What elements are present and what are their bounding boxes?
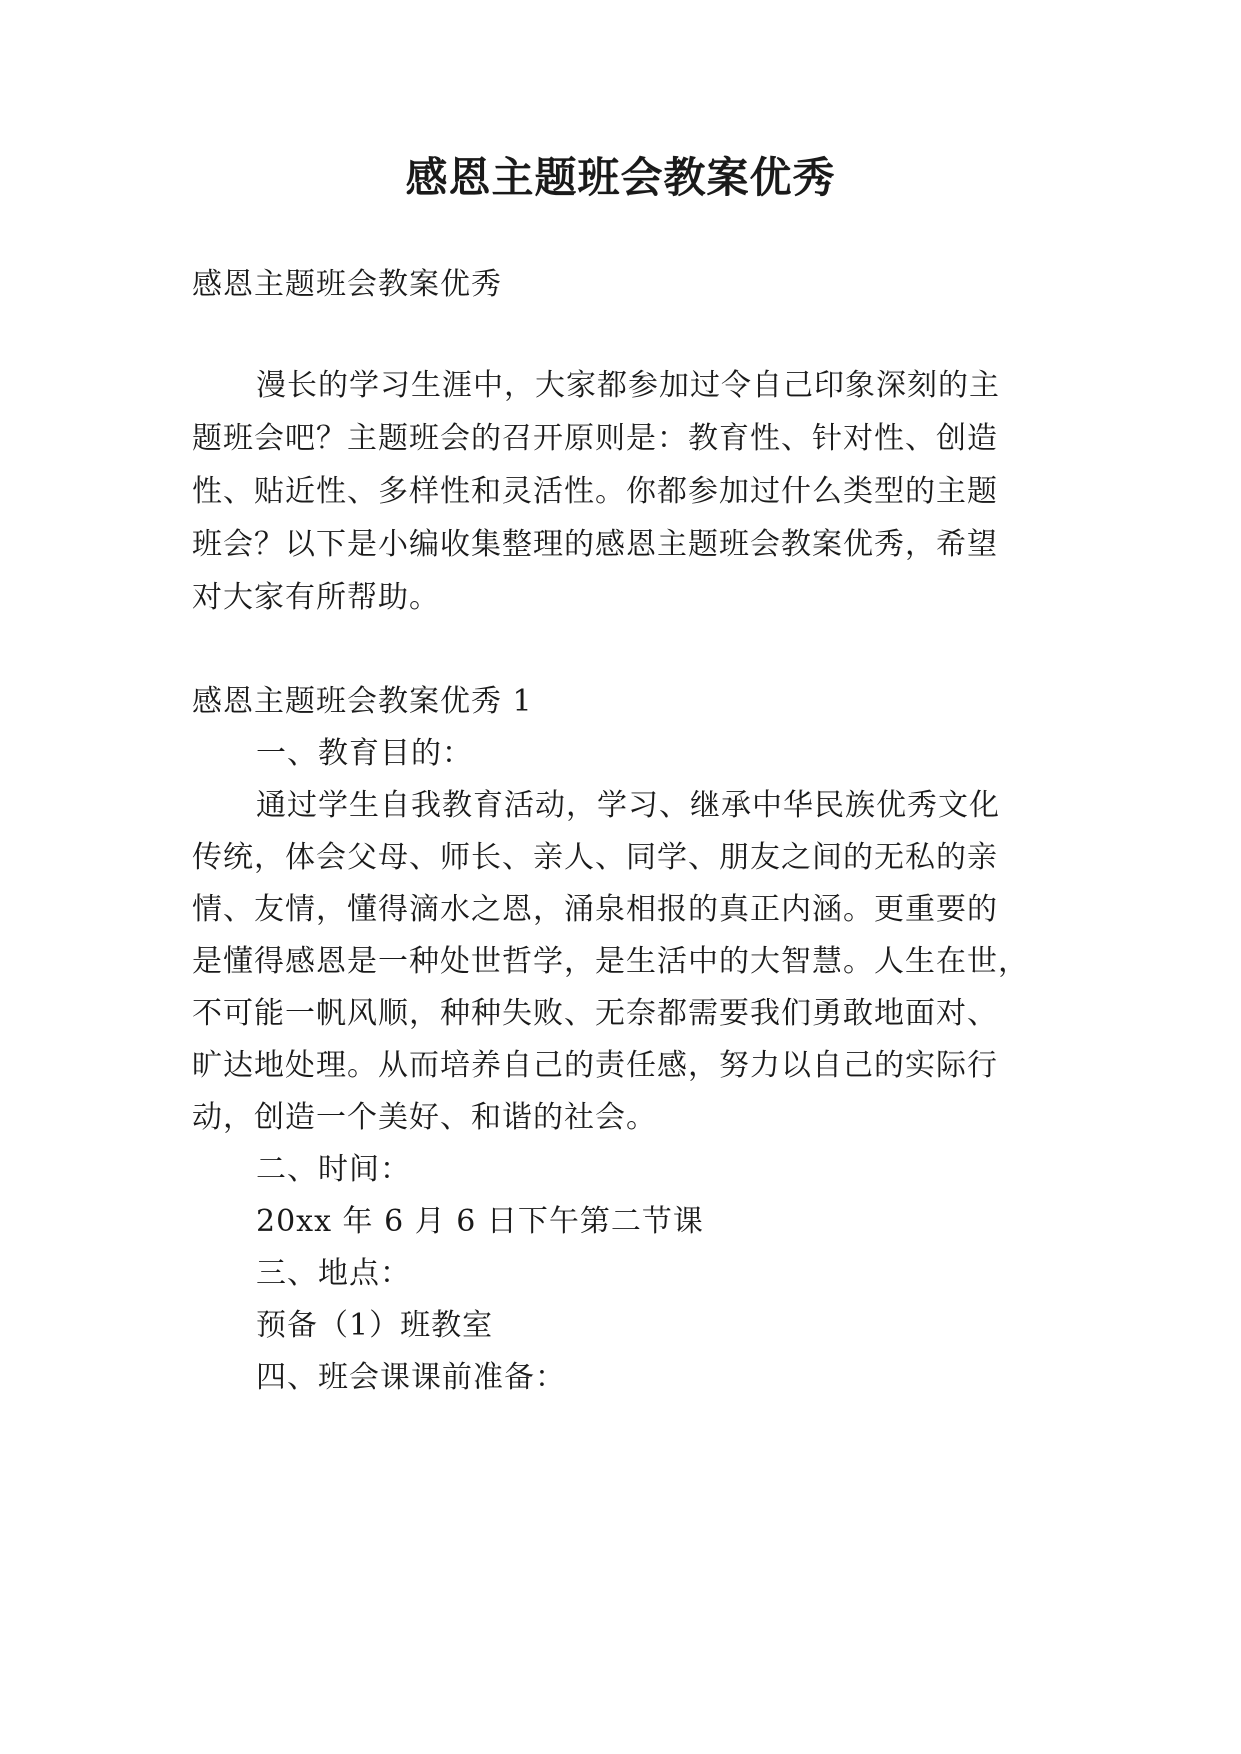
intro-line: 漫长的学习生涯中，大家都参加过令自己印象深刻的主 [256, 368, 1000, 403]
heading-education-purpose: 一、教育目的： [256, 736, 473, 771]
document-subtitle: 感恩主题班会教案优秀 [192, 267, 502, 302]
heading-time: 二、时间： [256, 1152, 411, 1187]
purpose-line: 不可能一帆风顺，种种失败、无奈都需要我们勇敢地面对、 [192, 996, 998, 1031]
purpose-line: 传统，体会父母、师长、亲人、同学、朋友之间的无私的亲 [192, 840, 998, 875]
document-title: 感恩主题班会教案优秀 [405, 153, 836, 202]
purpose-line: 情、友情，懂得滴水之恩，涌泉相报的真正内涵。更重要的 [192, 892, 998, 927]
heading-place: 三、地点： [256, 1256, 411, 1291]
intro-line: 对大家有所帮助。 [192, 580, 440, 615]
time-value: 20xx 年 6 月 6 日下午第二节课 [256, 1204, 704, 1239]
section-title: 感恩主题班会教案优秀 1 [192, 684, 533, 719]
purpose-line: 动，创造一个美好、和谐的社会。 [192, 1100, 657, 1135]
purpose-line: 旷达地处理。从而培养自己的责任感，努力以自己的实际行 [192, 1048, 998, 1083]
heading-preparation: 四、班会课课前准备： [256, 1360, 566, 1395]
purpose-line: 是懂得感恩是一种处世哲学，是生活中的大智慧。人生在世， [192, 944, 1029, 979]
intro-line: 性、贴近性、多样性和灵活性。你都参加过什么类型的主题 [192, 474, 998, 509]
intro-line: 题班会吧？主题班会的召开原则是：教育性、针对性、创造 [192, 421, 998, 456]
intro-line: 班会？以下是小编收集整理的感恩主题班会教案优秀，希望 [192, 527, 998, 562]
purpose-line: 通过学生自我教育活动，学习、继承中华民族优秀文化 [256, 788, 1000, 823]
place-value: 预备（1）班教室 [256, 1308, 494, 1343]
